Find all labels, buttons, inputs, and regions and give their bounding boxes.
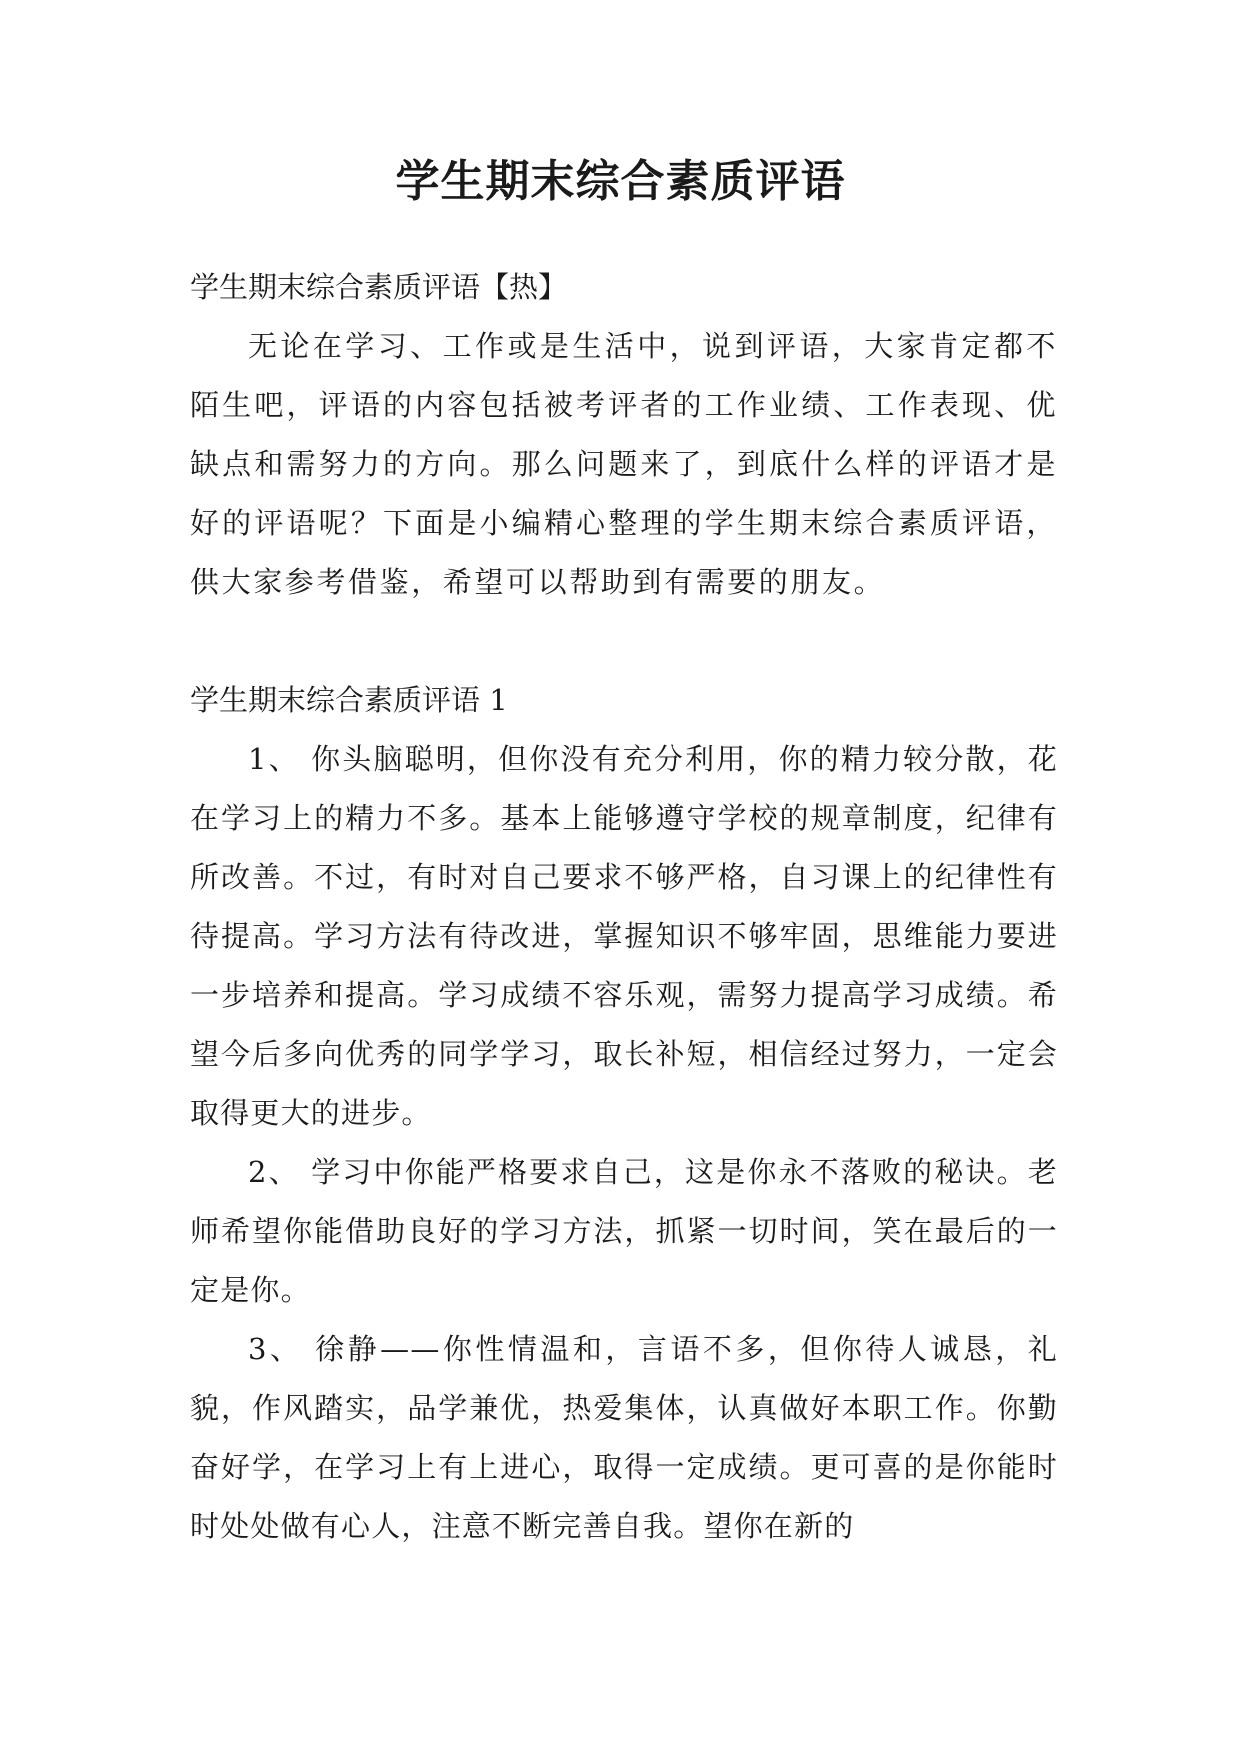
document-title: 学生期末综合素质评语	[395, 156, 846, 207]
comment-item-3: 3、 徐静——你性情温和，言语不多，但你待人诚恳，礼貌，作风踏实，品学兼优，热爱集体，认真做好本职工作。你勤奋好学，在学习上有上进心，取得一定成绩。更可喜的是你能时时处处做有心人，注意不断完善自我。望你在新的	[190, 1332, 1058, 1543]
comment-item-2: 2、 学习中你能严格要求自己，这是你永不落败的秘诀。老师希望你能借助良好的学习方法，抓紧一切时间，笑在最后的一定是你。	[190, 1155, 1058, 1307]
section-heading: 学生期末综合素质评语 1	[190, 683, 508, 717]
section-spacer	[190, 612, 1058, 671]
intro-heading: 学生期末综合素质评语【热】	[190, 270, 568, 304]
document-body	[190, 258, 1058, 1556]
comment-item-1: 1、 你头脑聪明，但你没有充分利用，你的精力较分散，花在学习上的精力不多。基本上能够遵守学校的规章制度，纪律有所改善。不过，有时对自己要求不够严格，自习课上的纪律性有待提高。学习方法有待改进，掌握知识不够牢固，思维能力要进一步培养和提高。学习成绩不容乐观，需努力提高学习成绩。希望今后多向优秀的同学学习，取长补短，相信经过努力，一定会取得更大的进步。	[190, 742, 1058, 1130]
intro-paragraph: 无论在学习、工作或是生活中，说到评语，大家肯定都不陌生吧，评语的内容包括被考评者的工作业绩、工作表现、优缺点和需努力的方向。那么问题来了，到底什么样的评语才是好的评语呢？下面是小编精心整理的学生期末综合素质评语，供大家参考借鉴，希望可以帮助到有需要的朋友。	[190, 329, 1058, 599]
